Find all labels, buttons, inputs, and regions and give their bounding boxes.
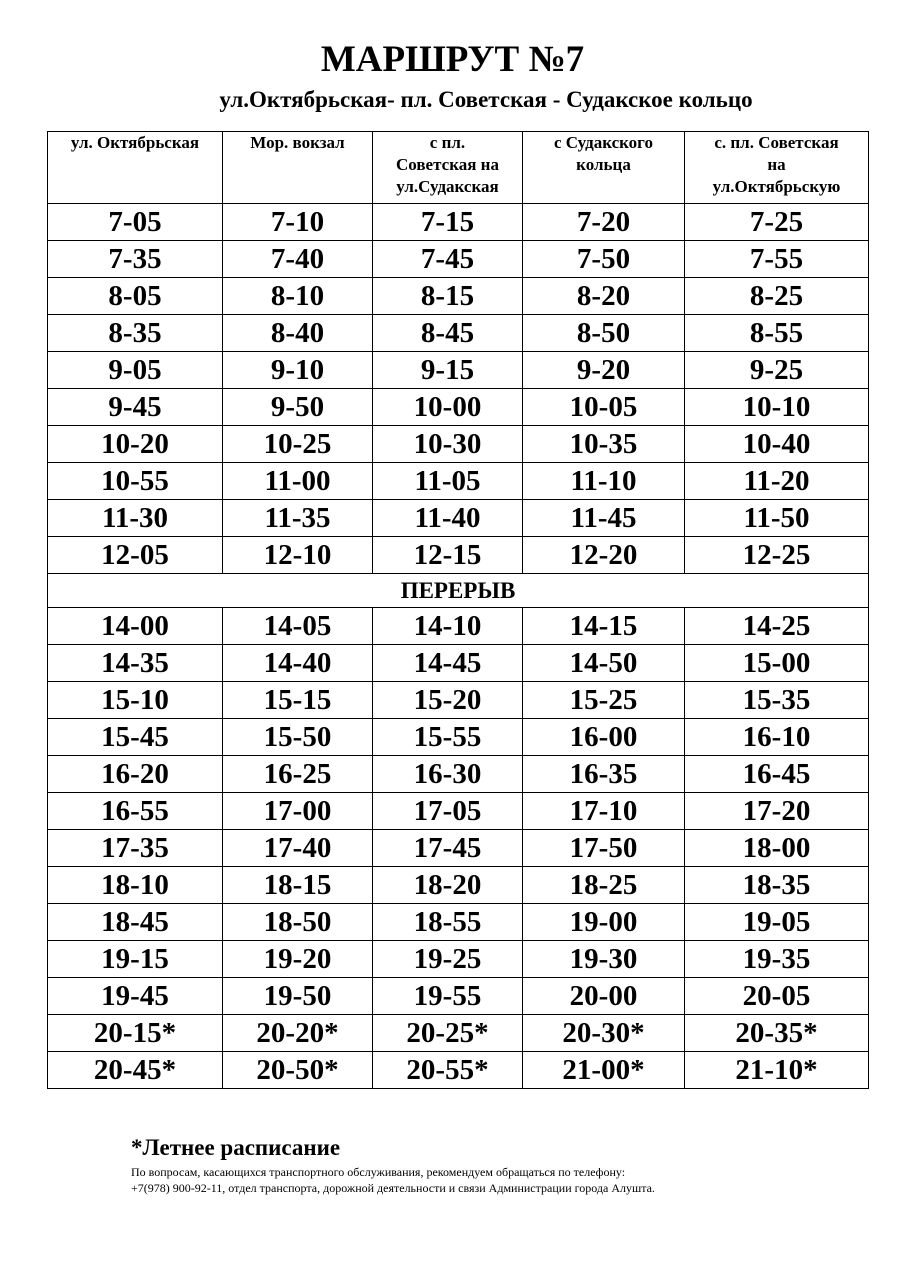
time-cell: 18-45 [48,904,223,941]
time-cell: 16-25 [223,756,373,793]
time-cell: 17-35 [48,830,223,867]
column-header [523,132,685,204]
time-cell: 7-50 [523,241,685,278]
time-cell: 21-00* [523,1052,685,1089]
column-header-line: ул. Октябрьская [70,133,200,152]
time-cell: 20-05 [685,978,869,1015]
time-cell: 16-00 [523,719,685,756]
time-cell: 20-35* [685,1015,869,1052]
time-cell: 16-35 [523,756,685,793]
time-cell: 7-45 [373,241,523,278]
time-cell: 19-20 [223,941,373,978]
time-cell: 19-05 [685,904,869,941]
time-cell: 14-15 [523,608,685,645]
time-cell: 8-05 [48,278,223,315]
column-header [685,132,869,204]
time-cell: 8-15 [373,278,523,315]
time-cell: 8-10 [223,278,373,315]
table-row [48,941,869,978]
time-cell: 10-35 [523,426,685,463]
time-cell: 20-20* [223,1015,373,1052]
time-cell: 18-55 [373,904,523,941]
time-cell: 15-00 [685,645,869,682]
time-cell: 14-40 [223,645,373,682]
time-cell: 9-20 [523,352,685,389]
time-cell: 16-30 [373,756,523,793]
time-cell: 12-15 [373,537,523,574]
table-row [48,315,869,352]
time-cell: 10-25 [223,426,373,463]
time-cell: 17-40 [223,830,373,867]
time-cell: 8-20 [523,278,685,315]
time-cell: 9-10 [223,352,373,389]
time-cell: 11-50 [685,500,869,537]
break-row [48,574,869,608]
table-row [48,241,869,278]
table-row [48,756,869,793]
time-cell: 7-25 [685,204,869,241]
time-cell: 19-30 [523,941,685,978]
time-cell: 9-50 [223,389,373,426]
time-cell: 8-40 [223,315,373,352]
time-cell: 17-10 [523,793,685,830]
time-cell: 7-40 [223,241,373,278]
table-row [48,1052,869,1089]
time-cell: 15-10 [48,682,223,719]
column-header-line: с Судакского [554,133,653,152]
table-row [48,537,869,574]
table-row [48,352,869,389]
time-cell: 17-45 [373,830,523,867]
time-cell: 14-35 [48,645,223,682]
time-cell: 8-25 [685,278,869,315]
column-header-line: с пл. [429,133,466,152]
time-cell: 18-20 [373,867,523,904]
table-row [48,682,869,719]
time-cell: 8-50 [523,315,685,352]
time-cell: 19-35 [685,941,869,978]
time-cell: 11-40 [373,500,523,537]
time-cell: 12-25 [685,537,869,574]
time-cell: 12-20 [523,537,685,574]
time-cell: 11-10 [523,463,685,500]
table-row [48,978,869,1015]
time-cell: 11-05 [373,463,523,500]
time-cell: 18-15 [223,867,373,904]
table-row [48,426,869,463]
time-cell: 14-00 [48,608,223,645]
time-cell: 20-45* [48,1052,223,1089]
time-cell: 14-10 [373,608,523,645]
time-cell: 8-55 [685,315,869,352]
time-cell: 19-55 [373,978,523,1015]
column-header-line: кольца [576,155,631,174]
contact-line: По вопросам, касающихся транспортного обслуживания, рекомендуем обращаться по телефону: [131,1165,626,1179]
column-header-line: Советская на [396,155,499,174]
time-cell: 11-35 [223,500,373,537]
time-cell: 15-50 [223,719,373,756]
contact-line: +7(978) 900-92-11, отдел транспорта, дорожной деятельности и связи Администрации города Алушта. [131,1181,655,1195]
time-cell: 15-35 [685,682,869,719]
time-cell: 10-30 [373,426,523,463]
time-cell: 10-40 [685,426,869,463]
time-cell: 16-55 [48,793,223,830]
column-header-line: ул.Судакская [396,177,499,196]
table-row [48,463,869,500]
contact-info [131,1164,655,1196]
time-cell: 16-45 [685,756,869,793]
table-row [48,204,869,241]
table-row [48,608,869,645]
time-cell: 9-25 [685,352,869,389]
schedule-table [47,131,869,1089]
time-cell: 20-50* [223,1052,373,1089]
time-cell: 20-25* [373,1015,523,1052]
time-cell: 11-00 [223,463,373,500]
time-cell: 15-25 [523,682,685,719]
time-cell: 7-15 [373,204,523,241]
time-cell: 11-30 [48,500,223,537]
time-cell: 7-35 [48,241,223,278]
table-row [48,500,869,537]
time-cell: 12-10 [223,537,373,574]
column-header-line: Мор. вокзал [250,133,345,152]
time-cell: 7-10 [223,204,373,241]
time-cell: 10-05 [523,389,685,426]
time-cell: 11-20 [685,463,869,500]
column-header [223,132,373,204]
table-row [48,830,869,867]
header-row [48,132,869,204]
time-cell: 17-20 [685,793,869,830]
table-row [48,793,869,830]
page-title: МАРШРУТ №7 [320,39,585,80]
time-cell: 17-50 [523,830,685,867]
time-cell: 18-25 [523,867,685,904]
column-header-line: с. пл. Советская [714,133,839,152]
time-cell: 15-15 [223,682,373,719]
column-header [48,132,223,204]
time-cell: 10-55 [48,463,223,500]
summer-schedule-note: *Летнее расписание [131,1135,341,1160]
column-header-line: на [767,155,786,174]
time-cell: 18-00 [685,830,869,867]
time-cell: 14-05 [223,608,373,645]
table-row [48,278,869,315]
time-cell: 11-45 [523,500,685,537]
table-row [48,719,869,756]
time-cell: 10-10 [685,389,869,426]
time-cell: 18-10 [48,867,223,904]
time-cell: 14-25 [685,608,869,645]
time-cell: 10-20 [48,426,223,463]
route-subtitle: ул.Октябрьская- пл. Советская - Судакское кольцо [219,87,753,112]
time-cell: 21-10* [685,1052,869,1089]
time-cell: 12-05 [48,537,223,574]
table-row [48,904,869,941]
time-cell: 19-00 [523,904,685,941]
time-cell: 16-10 [685,719,869,756]
time-cell: 16-20 [48,756,223,793]
time-cell: 9-05 [48,352,223,389]
table-row [48,645,869,682]
time-cell: 19-25 [373,941,523,978]
time-cell: 7-55 [685,241,869,278]
time-cell: 15-55 [373,719,523,756]
table-row [48,867,869,904]
time-cell: 20-30* [523,1015,685,1052]
table-row [48,1015,869,1052]
time-cell: 7-20 [523,204,685,241]
time-cell: 18-50 [223,904,373,941]
time-cell: 10-00 [373,389,523,426]
time-cell: 15-45 [48,719,223,756]
time-cell: 8-35 [48,315,223,352]
table-row [48,389,869,426]
column-header-line: ул.Октябрьскую [712,177,841,196]
column-header [373,132,523,204]
time-cell: 18-35 [685,867,869,904]
time-cell: 9-45 [48,389,223,426]
time-cell: 19-45 [48,978,223,1015]
break-label: ПЕРЕРЫВ [48,574,869,608]
time-cell: 15-20 [373,682,523,719]
time-cell: 9-15 [373,352,523,389]
time-cell: 20-00 [523,978,685,1015]
time-cell: 8-45 [373,315,523,352]
time-cell: 20-55* [373,1052,523,1089]
time-cell: 19-50 [223,978,373,1015]
time-cell: 19-15 [48,941,223,978]
time-cell: 20-15* [48,1015,223,1052]
time-cell: 14-50 [523,645,685,682]
time-cell: 7-05 [48,204,223,241]
time-cell: 17-00 [223,793,373,830]
time-cell: 14-45 [373,645,523,682]
time-cell: 17-05 [373,793,523,830]
